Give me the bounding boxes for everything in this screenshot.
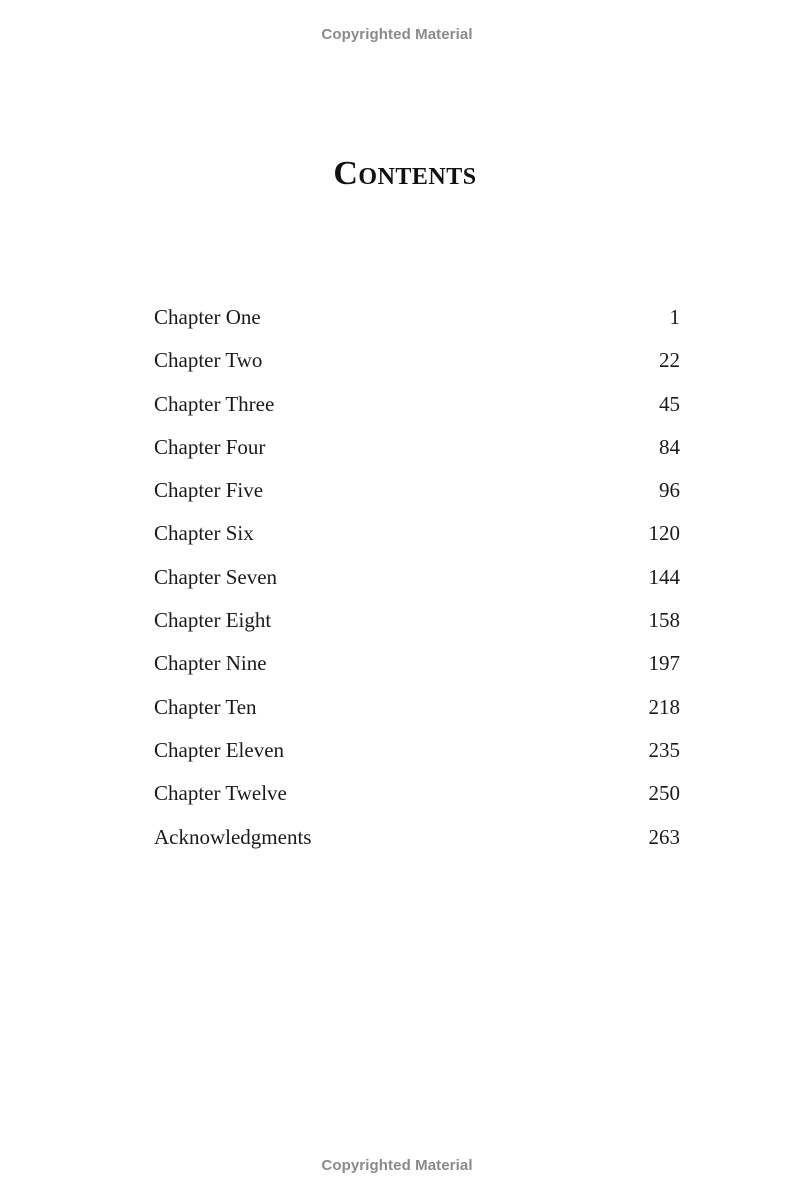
toc-entry-chapter-one[interactable] bbox=[154, 302, 680, 345]
copyright-watermark-top: Copyrighted Material bbox=[321, 26, 473, 43]
toc-entry-chapter-twelve[interactable] bbox=[154, 778, 680, 821]
toc-entry-page-number: 120 bbox=[648, 521, 680, 546]
toc-entry-page-number: 144 bbox=[648, 564, 680, 589]
toc-entry-page-number: 158 bbox=[648, 608, 680, 633]
toc-entry-label: Chapter Six bbox=[154, 521, 254, 546]
toc-entry-page-number: 263 bbox=[648, 824, 680, 849]
toc-entry-chapter-two[interactable] bbox=[154, 345, 680, 388]
toc-entry-page-number: 84 bbox=[659, 434, 680, 459]
toc-entry-label: Chapter Eight bbox=[154, 608, 272, 633]
toc-entry-acknowledgments[interactable] bbox=[154, 822, 680, 865]
toc-entry-label: Chapter Twelve bbox=[154, 781, 287, 806]
toc-entry-page-number: 250 bbox=[648, 781, 680, 806]
toc-entry-page-number: 197 bbox=[648, 651, 680, 676]
copyright-watermark-bottom: Copyrighted Material bbox=[321, 1157, 473, 1174]
toc-entry-chapter-six[interactable] bbox=[154, 518, 680, 561]
toc-entry-chapter-three[interactable] bbox=[154, 389, 680, 432]
toc-entry-chapter-seven[interactable] bbox=[154, 562, 680, 605]
toc-entry-label: Chapter Eleven bbox=[154, 737, 285, 762]
toc-entry-label: Chapter Three bbox=[154, 391, 275, 416]
toc-entry-label: Chapter Ten bbox=[154, 694, 257, 719]
table-of-contents bbox=[154, 302, 680, 865]
toc-entry-label: Chapter Four bbox=[154, 434, 266, 459]
toc-entry-chapter-eight[interactable] bbox=[154, 605, 680, 648]
toc-entry-label: Chapter Seven bbox=[154, 564, 278, 589]
toc-entry-chapter-eleven[interactable] bbox=[154, 735, 680, 778]
toc-entry-page-number: 218 bbox=[648, 694, 680, 719]
toc-entry-page-number: 96 bbox=[659, 478, 680, 503]
toc-entry-page-number: 22 bbox=[659, 348, 680, 373]
toc-entry-chapter-four[interactable] bbox=[154, 432, 680, 475]
toc-entry-label: Chapter One bbox=[154, 305, 261, 329]
toc-entry-chapter-five[interactable] bbox=[154, 475, 680, 518]
toc-entry-chapter-ten[interactable] bbox=[154, 692, 680, 735]
toc-entry-label: Chapter Five bbox=[154, 478, 264, 503]
toc-entry-label: Acknowledgments bbox=[154, 824, 312, 849]
toc-entry-page-number: 1 bbox=[669, 305, 680, 329]
page-title: Contents bbox=[333, 154, 477, 192]
toc-entry-label: Chapter Nine bbox=[154, 651, 267, 676]
toc-entry-page-number: 235 bbox=[648, 737, 680, 762]
toc-entry-label: Chapter Two bbox=[154, 348, 263, 373]
toc-entry-page-number: 45 bbox=[659, 391, 680, 416]
toc-entry-chapter-nine[interactable] bbox=[154, 648, 680, 691]
